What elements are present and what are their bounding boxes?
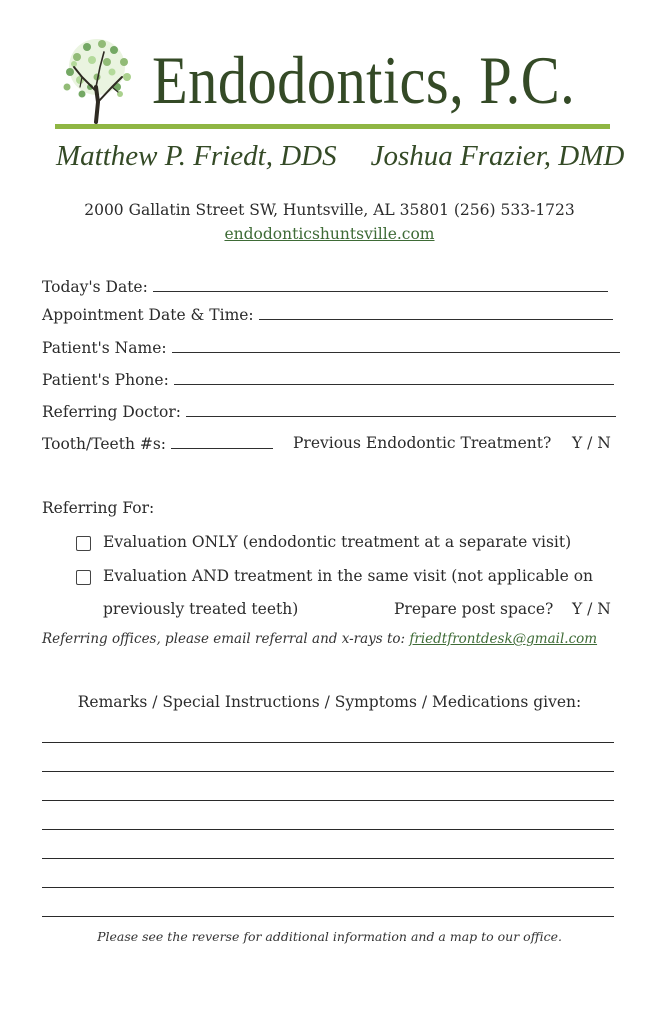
evaluation-and-treatment-checkbox[interactable] xyxy=(76,570,91,585)
practice-name: Endodontics, P.C. xyxy=(152,42,576,118)
teeth-input[interactable] xyxy=(171,434,273,449)
evaluation-and-treatment-label: Evaluation AND treatment in the same visit (not applicable on xyxy=(103,567,594,585)
referring-doctor-input[interactable] xyxy=(186,402,616,417)
previous-treatment-yn[interactable]: Y / N xyxy=(572,434,611,452)
email-note-text: Referring offices, please email referral and x-rays to: xyxy=(42,631,410,647)
field-label: Tooth/Teeth #s: xyxy=(42,435,167,453)
previous-treatment-label: Previous Endodontic Treatment? xyxy=(293,434,552,452)
website xyxy=(0,225,659,243)
website-link[interactable]: endodonticshuntsville.com xyxy=(224,225,435,243)
patient-phone-input[interactable] xyxy=(174,370,614,385)
field-label: Referring Doctor: xyxy=(42,403,181,421)
remarks-label: Remarks / Special Instructions / Symptoms / Medications given: xyxy=(77,693,582,711)
remarks-line[interactable] xyxy=(42,742,614,743)
email-link[interactable]: friedtfrontdesk@gmail.com xyxy=(409,631,598,647)
patient-name-input[interactable] xyxy=(172,338,620,353)
email-note xyxy=(42,631,597,647)
address-phone: 2000 Gallatin Street SW, Huntsville, AL 35801 (256) 533-1723 xyxy=(84,201,575,219)
footer-note: Please see the reverse for additional information and a map to our office. xyxy=(97,929,562,944)
field-referring-doctor xyxy=(42,402,616,421)
field-label: Patient's Name: xyxy=(42,339,167,357)
field-patient-name xyxy=(42,338,620,357)
todays-date-input[interactable] xyxy=(153,277,608,292)
remarks-line[interactable] xyxy=(42,858,614,859)
doctor-name: Matthew P. Friedt, DDS xyxy=(56,140,337,172)
field-label: Patient's Phone: xyxy=(42,371,169,389)
doctor-name: Joshua Frazier, DMD xyxy=(370,140,625,172)
field-teeth xyxy=(42,434,273,453)
remarks-line[interactable] xyxy=(42,887,614,888)
post-space-label: Prepare post space? xyxy=(394,600,554,618)
evaluation-only-label: Evaluation ONLY (endodontic treatment at a separate visit) xyxy=(103,533,572,551)
field-label: Today's Date: xyxy=(42,278,148,296)
field-patient-phone xyxy=(42,370,614,389)
remarks-line[interactable] xyxy=(42,800,614,801)
evaluation-and-treatment-label-cont: previously treated teeth) xyxy=(103,600,299,618)
field-label: Appointment Date & Time: xyxy=(42,306,254,324)
evaluation-only-checkbox[interactable] xyxy=(76,536,91,551)
remarks-line[interactable] xyxy=(42,829,614,830)
tree-icon xyxy=(52,32,142,124)
field-todays-date xyxy=(42,277,608,296)
field-appointment xyxy=(42,305,613,324)
referring-for-label: Referring For: xyxy=(42,499,155,517)
remarks-line[interactable] xyxy=(42,916,614,917)
accent-bar xyxy=(55,124,610,129)
remarks-line[interactable] xyxy=(42,771,614,772)
appointment-input[interactable] xyxy=(259,305,613,320)
post-space-yn[interactable]: Y / N xyxy=(572,600,611,618)
doctors-line xyxy=(56,140,624,173)
